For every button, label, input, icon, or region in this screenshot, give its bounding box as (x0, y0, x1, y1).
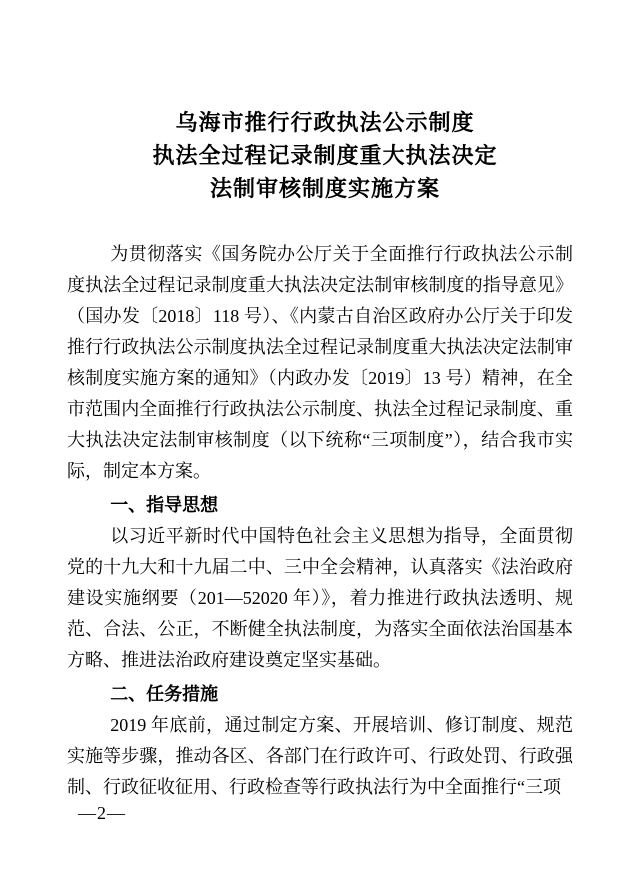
section-heading-1: 一、指导思想 (110, 495, 219, 515)
paragraph-task-measures: 2019 年底前，通过制定方案、开展培训、修订制度、规范实施等步骤，推动各区、各部门在行政许可、行政处罚、行政强制、行政征收征用、行政检查等行政执法行为中全面推行“三项 (67, 715, 573, 797)
title-line-2: 执法全过程记录制度重大执法决定 (152, 143, 498, 168)
paragraph-intro: 为贯彻落实《国务院办公厅关于全面推行行政执法公示制度执法全过程记录制度重大执法决定法制审核制度的指导意见》（国办发〔2018〕118 号）、《内蒙古自治区政府办公厅关于印发推行行政执法公示制度执法全过程记录制度重大执法决定法制审核制度实施方案的通知》（内政办发〔2019〕13 号）精神，在全市范围内全面推行行政执法公示制度、执法全过程记录制度、重大执法决定法制审核制度（以下统称“三项制度”），结合我市实际，制定本方案。 (67, 244, 573, 481)
document-title (70, 106, 580, 205)
section-heading-2: 二、任务措施 (110, 684, 219, 704)
page-number: —2— (78, 803, 126, 823)
document-body (67, 239, 573, 803)
title-line-3: 法制审核制度实施方案 (209, 176, 440, 201)
title-line-1: 乌海市推行行政执法公示制度 (175, 110, 475, 135)
paragraph-guiding-ideology: 以习近平新时代中国特色社会主义思想为指导，全面贯彻党的十九大和十九届二中、三中全会精神，认真落实《法治政府建设实施纲要（201—52020 年）》，着力推进行政执法透明、规范、合法、公正，不断健全执法制度，为落实全面依法治国基本方略、推进法治政府建设奠定坚实基础。 (67, 526, 573, 670)
